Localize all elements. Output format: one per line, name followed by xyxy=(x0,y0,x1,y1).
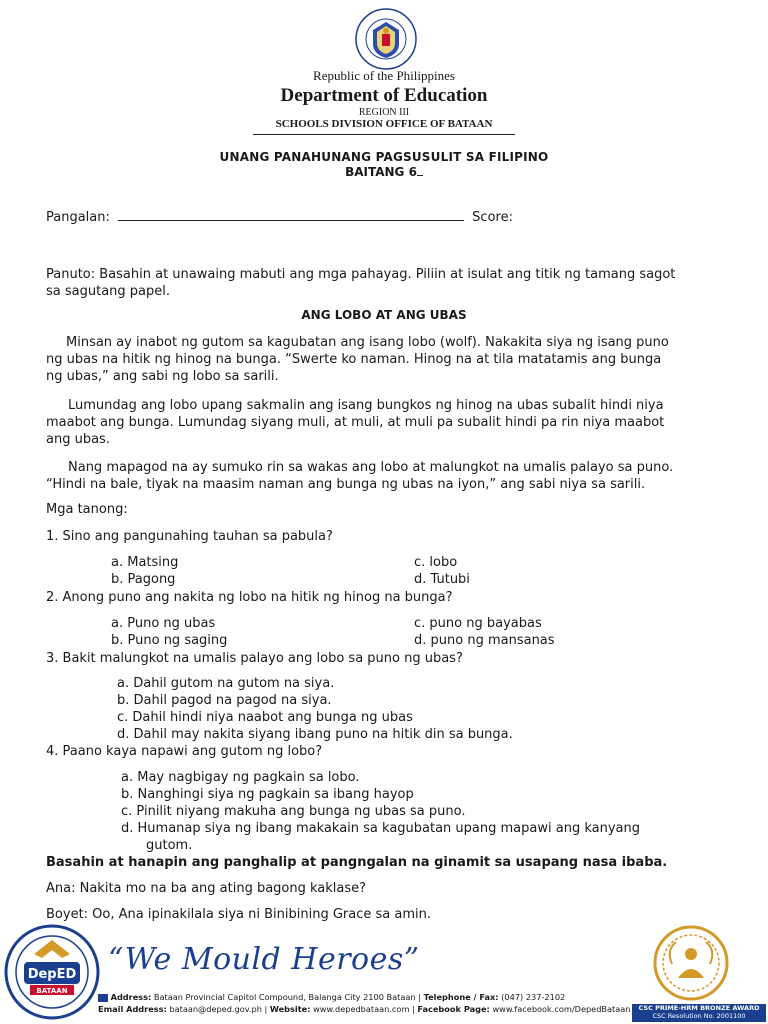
department-title: Department of Education xyxy=(280,85,488,106)
exam-title: UNANG PANAHUNANG PAGSUSULIT SA FILIPINO xyxy=(219,150,549,164)
story-paragraph-1: Minsan ay inabot ng gutom sa kagubatan ang isang lobo (wolf). Nakakita siya ng isang puno ng ubas na hitik ng hinog na bunga. “Swerte ko naman. Hinog na at tila matatamis ang bunga ng ubas,” ang sabi ng lobo sa sarili. xyxy=(46,335,669,384)
svg-text:BATAAN: BATAAN xyxy=(36,987,68,995)
q4-option-c[interactable]: c. Pinilit niyang makuha ang bunga ng ubas sa puno. xyxy=(121,804,466,819)
email-link[interactable]: bataan@deped.gov.ph xyxy=(169,1004,262,1014)
website-link[interactable]: www.depedbataan.com xyxy=(313,1004,410,1014)
location-icon xyxy=(98,994,108,1002)
dialogue-line-2: Boyet: Oo, Ana ipinakilala siya ni Binibining Grace sa amin. xyxy=(46,907,431,922)
dialogue-line-1: Ana: Nakita mo na ba ang ating bagong kaklase? xyxy=(46,881,367,896)
q3-option-b[interactable]: b. Dahil pagod na pagod na siya. xyxy=(117,693,332,708)
q3-option-c[interactable]: c. Dahil hindi niya naabot ang bunga ng ubas xyxy=(117,710,413,725)
footer-contact-line: Email Address: bataan@deped.gov.ph | Website: www.depedbataan.com | Facebook Page: www.facebook.com/DepedBataan xyxy=(98,1004,631,1014)
q4-option-d-continued: gutom. xyxy=(146,838,193,853)
award-badge-icon xyxy=(652,924,730,1002)
score-label: Score: xyxy=(472,210,513,225)
q3-option-a[interactable]: a. Dahil gutom na gutom na siya. xyxy=(117,676,335,691)
q2-option-d[interactable]: d. puno ng mansanas xyxy=(414,633,555,648)
q2-option-a[interactable]: a. Puno ng ubas xyxy=(111,616,216,631)
question-3: 3. Bakit malungkot na umalis palayo ang lobo sa puno ng ubas? xyxy=(46,651,463,666)
story-title: ANG LOBO AT ANG UBAS xyxy=(301,308,467,322)
instructions: Panuto: Basahin at unawaing mabuti ang mga pahayag. Piliin at isulat ang titik ng tamang sagot sa sagutang papel. xyxy=(46,267,676,299)
q1-option-c[interactable]: c. lobo xyxy=(414,555,458,570)
q1-option-d[interactable]: d. Tutubi xyxy=(414,572,470,587)
name-label: Pangalan: xyxy=(46,210,110,225)
republic-label: Republic of the Philippines xyxy=(313,68,455,83)
q1-option-a[interactable]: a. Matsing xyxy=(111,555,179,570)
q4-option-d[interactable]: d. Humanap siya ng ibang makakain sa kagubatan upang mapawi ang kanyang xyxy=(121,821,640,836)
q4-option-a[interactable]: a. May nagbigay ng pagkain sa lobo. xyxy=(121,770,360,785)
q2-option-b[interactable]: b. Puno ng saging xyxy=(111,633,228,648)
q4-option-b[interactable]: b. Nanghingi siya ng pagkain sa ibang hayop xyxy=(121,787,414,802)
q1-option-b[interactable]: b. Pagong xyxy=(111,572,176,587)
questions-label: Mga tanong: xyxy=(46,502,128,517)
name-row xyxy=(46,209,513,226)
division-label: SCHOOLS DIVISION OFFICE OF BATAAN xyxy=(275,118,493,130)
q2-option-c[interactable]: c. puno ng bayabas xyxy=(414,616,542,631)
header-divider xyxy=(253,134,515,135)
question-1: 1. Sino ang pangunahing tauhan sa pabula? xyxy=(46,529,333,544)
award-banner: CSC PRIME-HRM BRONZE AWARD CSC Resolution No. 2001100 xyxy=(632,1004,766,1022)
region-label: REGION III xyxy=(358,107,410,118)
deped-seal-icon xyxy=(355,8,417,70)
svg-text:DepED: DepED xyxy=(27,967,77,982)
q3-option-d[interactable]: d. Dahil may nakita siyang ibang puno na hitik din sa bunga. xyxy=(117,727,513,742)
footer-address-line: Address: Bataan Provincial Capitol Compound, Balanga City 2100 Bataan | Telephone / Fax: (047) 237-2102 xyxy=(98,992,658,1002)
grade-label: BAITANG 6 xyxy=(0,164,768,181)
story-paragraph-3: Nang mapagod na ay sumuko rin sa wakas ang lobo at malungkot na umalis palayo sa puno. “Hindi na bale, tiyak na maasim naman ang bunga ng ubas na iyon,” ang sabi niya sa sarili. xyxy=(46,460,674,492)
footer-motto: “We Mould Heroes” xyxy=(108,942,420,977)
question-4: 4. Paano kaya napawi ang gutom ng lobo? xyxy=(46,744,323,759)
question-2: 2. Anong puno ang nakita ng lobo na hitik ng hinog na bunga? xyxy=(46,590,453,605)
story-paragraph-2: Lumundag ang lobo upang sakmalin ang isang bungkos ng hinog na ubas subalit hindi niya maabot ang bunga. Lumundag siyang muli, at muli, at muli pa subalit hindi pa rin niya maabot ang ubas. xyxy=(46,398,665,447)
facebook-link[interactable]: www.facebook.com/DepedBataan xyxy=(492,1004,631,1014)
deped-bataan-logo-icon xyxy=(4,924,100,1020)
name-field[interactable] xyxy=(118,220,464,221)
section2-instruction: Basahin at hanapin ang panghalip at pangngalan na ginamit sa usapang nasa ibaba. xyxy=(46,855,668,870)
